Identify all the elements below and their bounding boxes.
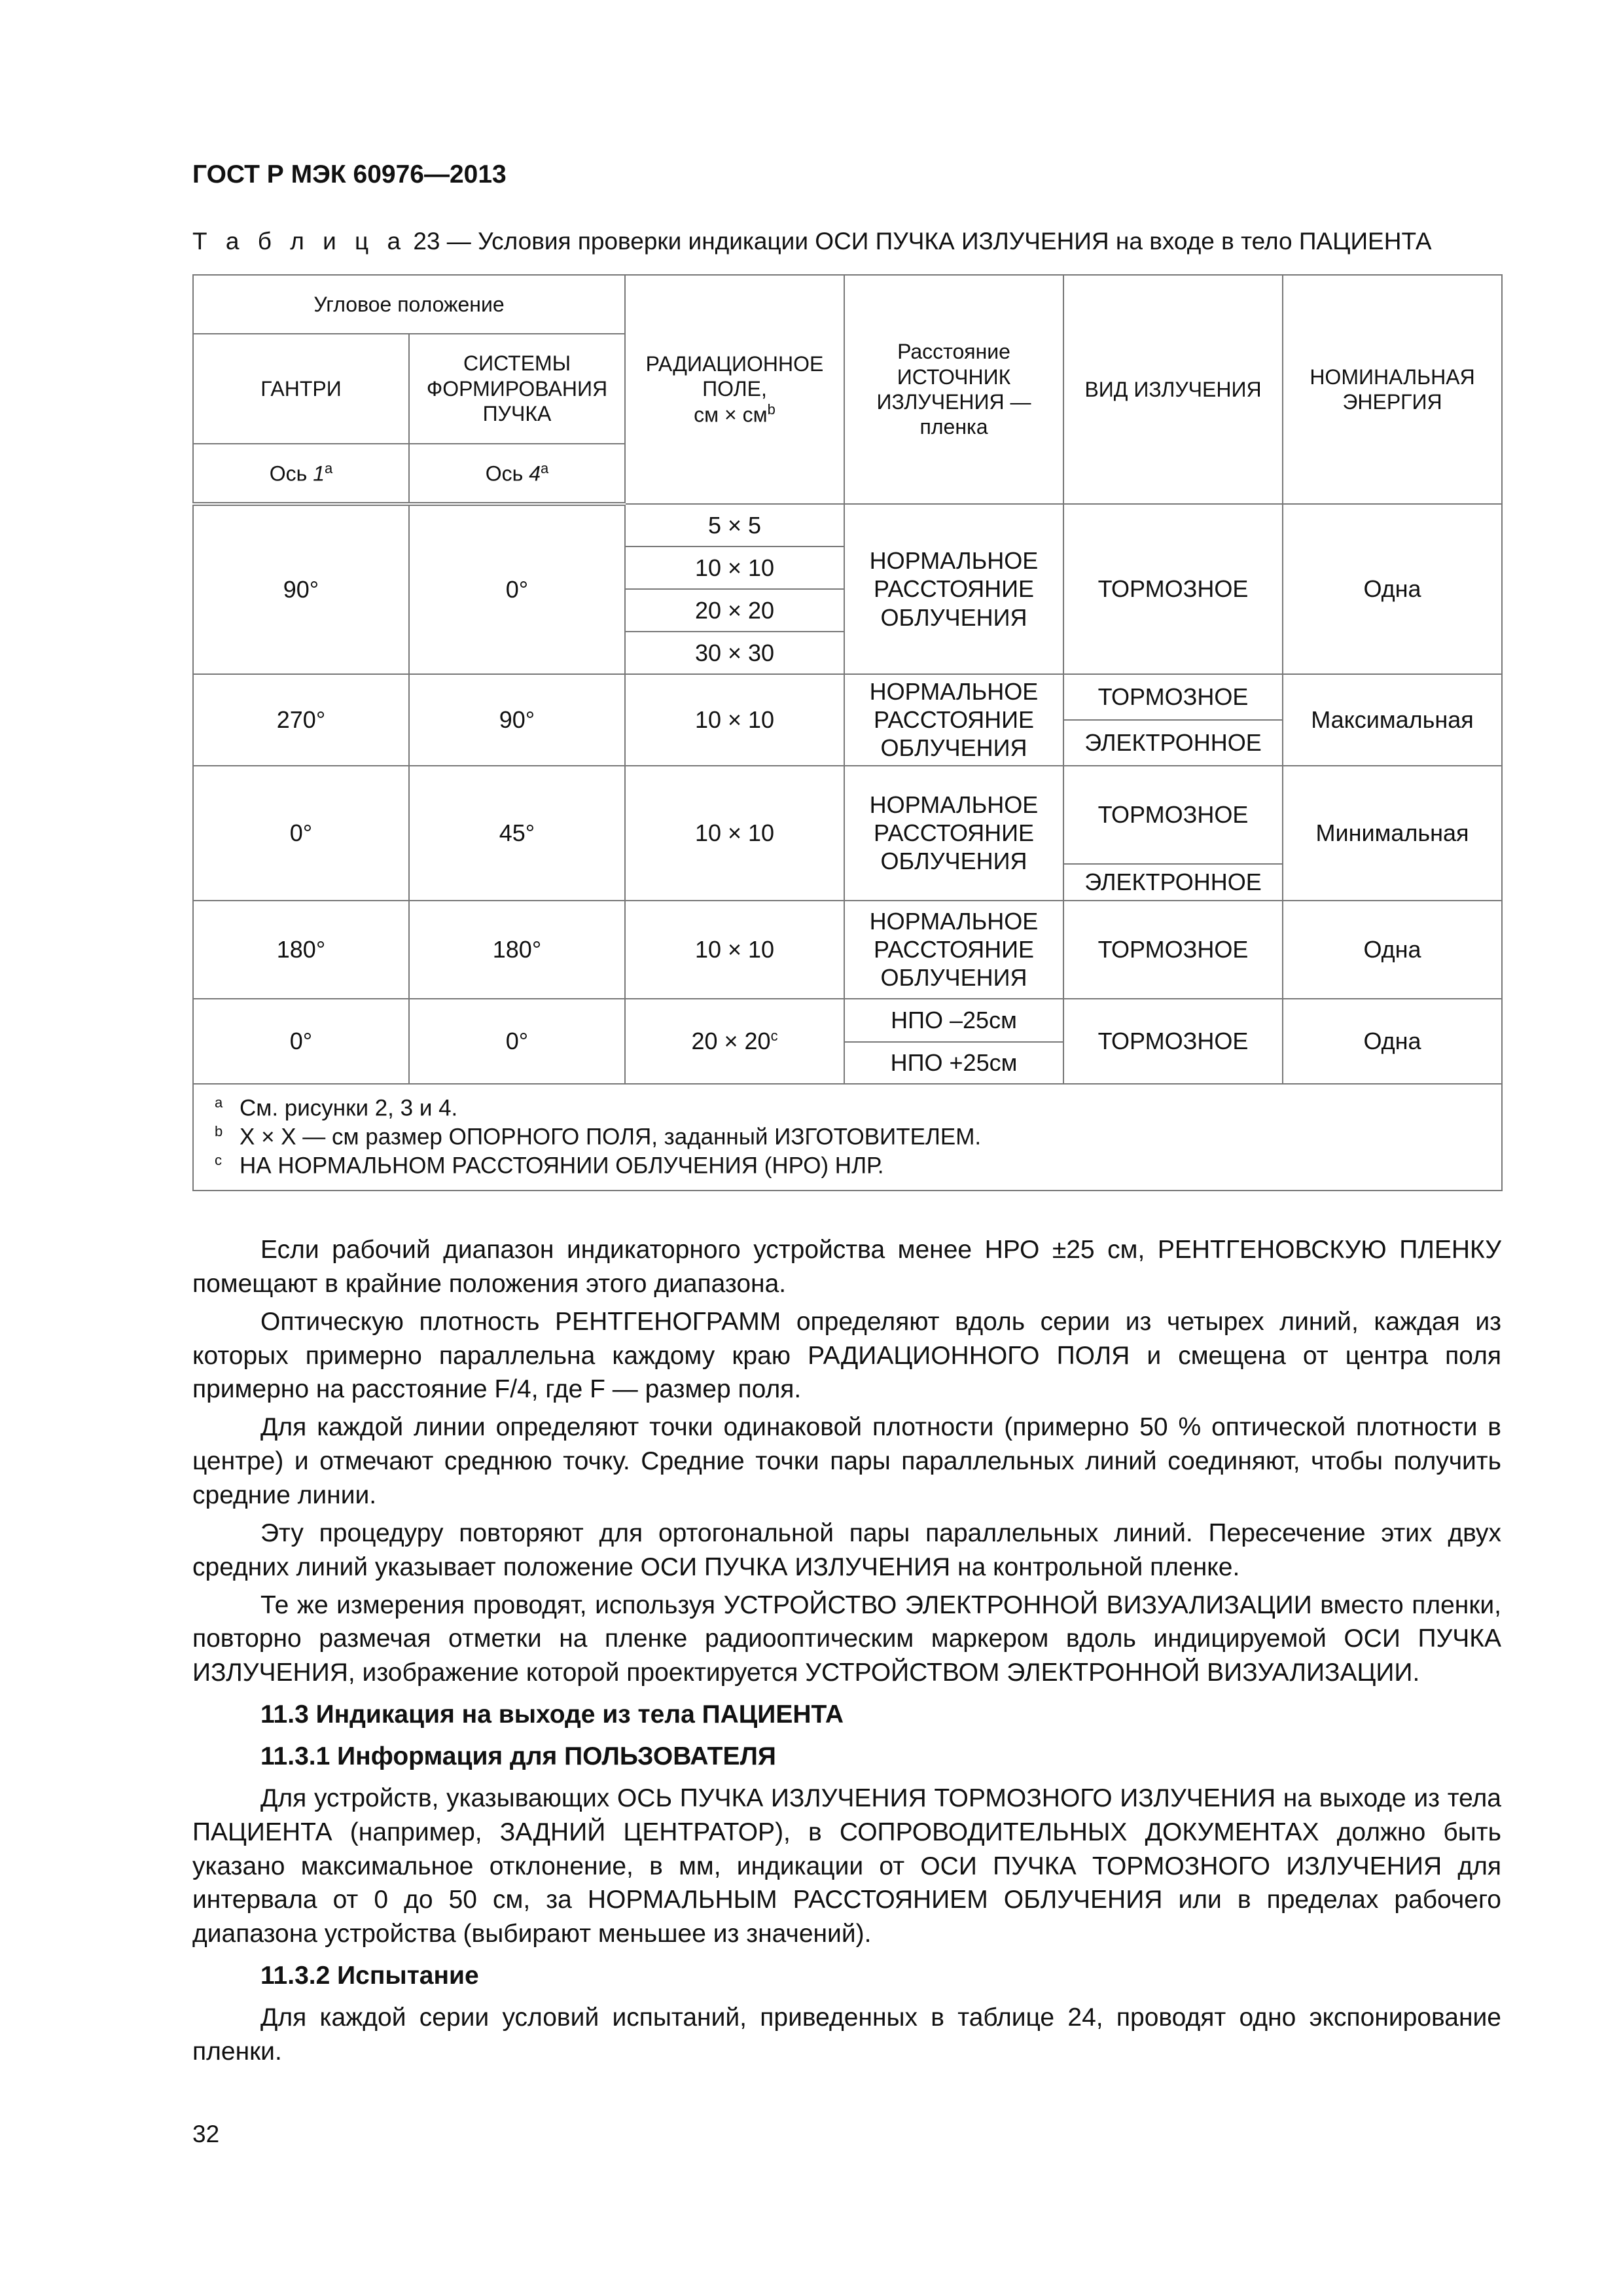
cell-type: ТОРМОЗНОЕ: [1063, 901, 1283, 999]
table-caption: [192, 228, 1432, 255]
cell-field: 20 × 20: [625, 589, 844, 632]
cell-gantry: 180°: [193, 901, 409, 999]
cell-distance: НОРМАЛЬНОЕ РАССТОЯНИЕ ОБЛУЧЕНИЯ: [844, 674, 1063, 766]
cell-gantry: 90°: [193, 504, 409, 674]
footnote: b X × X — см размер ОПОРНОГО ПОЛЯ, заданный ИЗГОТОВИТЕЛЕМ.: [215, 1122, 982, 1150]
section-heading: 11.3 Индикация на выходе из тела ПАЦИЕНТА: [260, 1700, 844, 1729]
cell-field: 5 × 5: [625, 504, 844, 547]
cell-energy: Одна: [1283, 504, 1502, 674]
document-header: ГОСТ Р МЭК 60976—2013: [192, 160, 507, 188]
table-caption-text: — Условия проверки индикации ОСИ ПУЧКА ИЗЛУЧЕНИЯ на входе в тело ПАЦИЕНТА: [446, 228, 1432, 255]
cell-distance: НОРМАЛЬНОЕ РАССТОЯНИЕ ОБЛУЧЕНИЯ: [844, 901, 1063, 999]
cell-type: ЭЛЕКТРОННОЕ: [1063, 720, 1283, 766]
cell-gantry: 0°: [193, 999, 409, 1084]
header-radiation-type: ВИД ИЗЛУЧЕНИЯ: [1063, 275, 1283, 504]
body-text: [192, 1233, 1501, 2073]
footnote: c НА НОРМАЛЬНОМ РАССТОЯНИИ ОБЛУЧЕНИЯ (НРО) НЛР.: [215, 1152, 884, 1179]
header-distance: Расстояние ИСТОЧНИК ИЗЛУЧЕНИЯ — пленка: [844, 275, 1063, 504]
paragraph: Те же измерения проводят, используя УСТРОЙСТВО ЭЛЕКТРОННОЙ ВИЗУАЛИЗАЦИИ вместо пленки, повторно размечая отметки на пленке радиооптическим маркером вдоль индицируемой ОСИ ПУЧКА ИЗЛУЧЕНИЯ, изображение которой проектируется УСТРОЙСТВОМ ЭЛЕКТРОННОЙ ВИЗУАЛИЗАЦИИ.: [192, 1590, 1501, 1687]
header-radiation-field: РАДИАЦИОННОЕ ПОЛЕ, см × $см^b$: [625, 275, 844, 504]
subsection-heading: 11.3.1 Информация для ПОЛЬЗОВАТЕЛЯ: [260, 1742, 776, 1771]
cell-distance: НПО –25см: [844, 999, 1063, 1042]
header-angular-position: Угловое положение: [193, 275, 625, 334]
cell-gantry: 270°: [193, 674, 409, 766]
cell-system: 45°: [409, 766, 625, 901]
cell-distance: НПО +25см: [844, 1042, 1063, 1084]
paragraph: Эту процедуру повторяют для ортогональной пары параллельных линий. Пересечение этих двух средних линий указывает положение ОСИ ПУЧКА ИЗЛУЧЕНИЯ на контрольной пленке.: [192, 1518, 1501, 1581]
cell-system: 0°: [409, 504, 625, 674]
table-caption-label: Т а б л и ц а: [192, 228, 407, 255]
cell-field: 10 × 10: [625, 766, 844, 901]
header-gantry: ГАНТРИ: [193, 334, 409, 444]
paragraph: Для каждой серии условий испытаний, приведенных в таблице 24, проводят одно экспонирование пленки.: [192, 2003, 1501, 2066]
paragraph: Для каждой линии определяют точки одинаковой плотности (примерно 50 % оптической плотности в центре) и отмечают среднюю точку. Средние точки пары параллельных линий соединяют, чтобы получить средние линии.: [192, 1413, 1501, 1510]
cell-field: $20 \times 20^c$: [625, 999, 844, 1084]
paragraph: Для устройств, указывающих ОСЬ ПУЧКА ИЗЛУЧЕНИЯ ТОРМОЗНОГО ИЗЛУЧЕНИЯ на выходе из тела ПАЦИЕНТА (например, ЗАДНИЙ ЦЕНТРАТОР), в СОПРОВОДИТЕЛЬНЫХ ДОКУМЕНТАХ должно быть указано максимальное отклонение, в мм, индикации от ОСИ ПУЧКА ТОРМОЗНОГО ИЗЛУЧЕНИЯ для интервала от 0 до 50 см, за НОРМАЛЬНЫМ РАССТОЯНИЕМ ОБЛУЧЕНИЯ или в пределах рабочего диапазона устройства (выбирают меньшее из значений).: [192, 1784, 1501, 1948]
cell-type: ТОРМОЗНОЕ: [1063, 766, 1283, 864]
paragraph: Если рабочий диапазон индикаторного устройства менее НРО ±25 см, РЕНТГЕНОВСКУЮ ПЛЕНКУ помещают в крайние положения этого диапазона.: [192, 1236, 1501, 1298]
cell-energy: Минимальная: [1283, 766, 1502, 901]
header-beam-system: СИСТЕМЫ ФОРМИРОВАНИЯ ПУЧКА: [409, 334, 625, 444]
cell-gantry: 0°: [193, 766, 409, 901]
cell-distance: НОРМАЛЬНОЕ РАССТОЯНИЕ ОБЛУЧЕНИЯ: [844, 504, 1063, 674]
cell-energy: Максимальная: [1283, 674, 1502, 766]
paragraph: Оптическую плотность РЕНТГЕНОГРАММ определяют вдоль серии из четырех линий, каждая из которых примерно параллельна каждому краю РАДИАЦИОННОГО ПОЛЯ и смещена от центра поля примерно на расстояние F/4, где F — размер поля.: [192, 1307, 1501, 1404]
header-nominal-energy: НОМИНАЛЬНАЯ ЭНЕРГИЯ: [1283, 275, 1502, 504]
conditions-table: [192, 274, 1503, 1191]
footnote: a См. рисунки 2, 3 и 4.: [215, 1094, 458, 1121]
table-caption-number: 23: [413, 228, 440, 255]
cell-system: 0°: [409, 999, 625, 1084]
cell-type: ЭЛЕКТРОННОЕ: [1063, 864, 1283, 901]
cell-system: 180°: [409, 901, 625, 999]
cell-system: 90°: [409, 674, 625, 766]
cell-type: ТОРМОЗНОЕ: [1063, 504, 1283, 674]
cell-type: ТОРМОЗНОЕ: [1063, 999, 1283, 1084]
page-number: 32: [192, 2121, 220, 2147]
header-axis-1: Ось 1$^a$: [193, 444, 409, 504]
header-axis-4: Ось 4$^a$: [409, 444, 625, 504]
cell-field: 10 × 10: [625, 901, 844, 999]
cell-type: ТОРМОЗНОЕ: [1063, 674, 1283, 720]
cell-distance: НОРМАЛЬНОЕ РАССТОЯНИЕ ОБЛУЧЕНИЯ: [844, 766, 1063, 901]
cell-field: 30 × 30: [625, 632, 844, 674]
cell-field: 10 × 10: [625, 674, 844, 766]
table-footnotes: [193, 1084, 1502, 1191]
cell-energy: Одна: [1283, 999, 1502, 1084]
cell-field: 10 × 10: [625, 547, 844, 589]
cell-energy: Одна: [1283, 901, 1502, 999]
subsection-heading: 11.3.2 Испытание: [260, 1962, 479, 1990]
